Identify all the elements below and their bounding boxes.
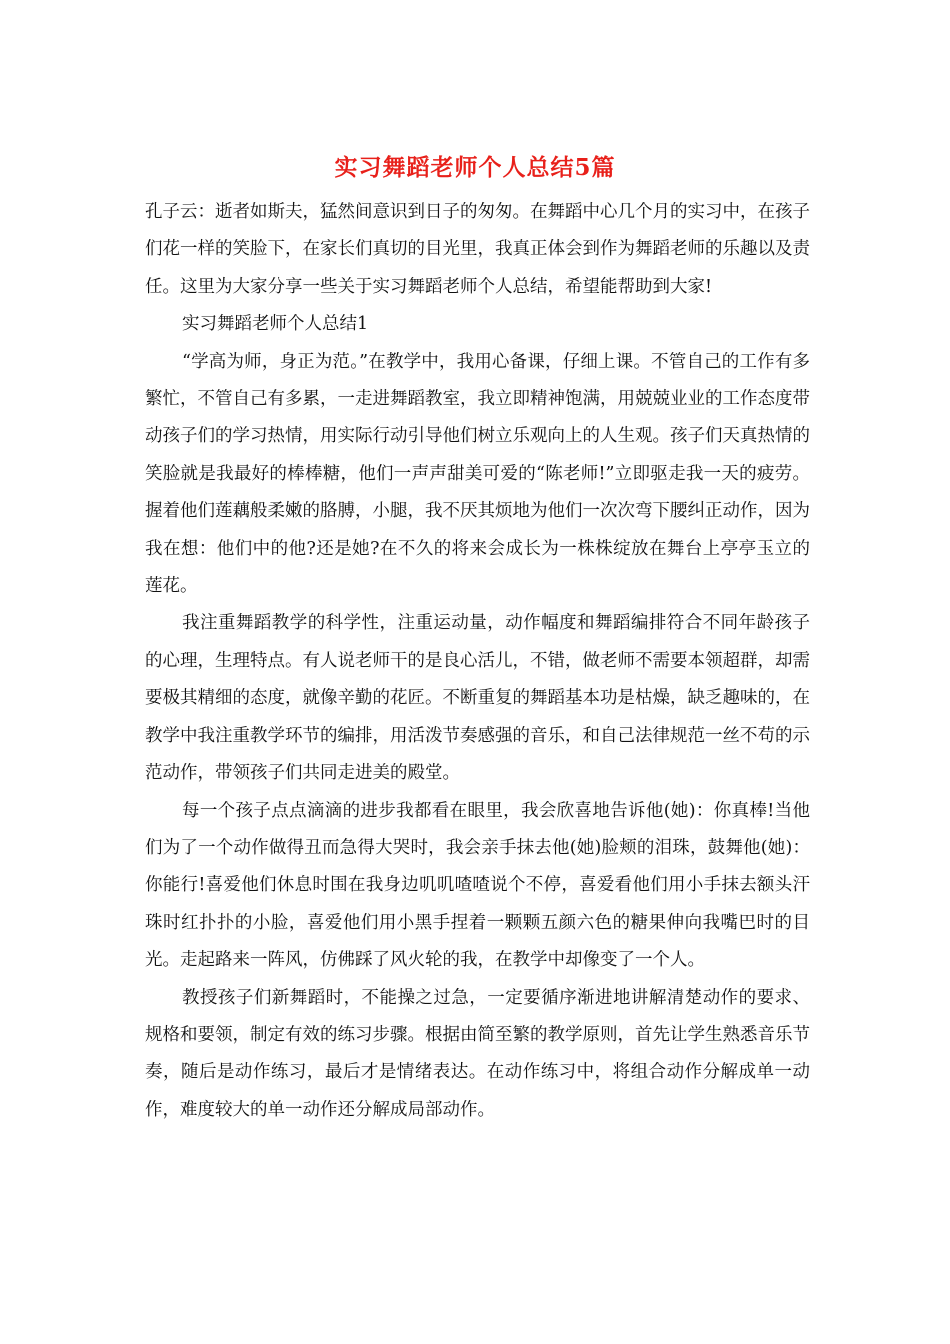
intro-paragraph: 孔子云：逝者如斯夫，猛然间意识到日子的匆匆。在舞蹈中心几个月的实习中，在孩子们花一样的笑脸下，在家长们真切的目光里，我真正体会到作为舞蹈老师的乐趣以及责任。这里为大家分享一些关于实习舞蹈老师个人总结，希望能帮助到大家! <box>145 202 810 297</box>
document-title: 实习舞蹈老师个人总结5篇 <box>334 154 616 181</box>
document-body <box>145 194 810 1129</box>
section-heading: 实习舞蹈老师个人总结1 <box>182 314 369 335</box>
body-paragraph: “学高为师，身正为范。”在教学中，我用心备课，仔细上课。不管自己的工作有多繁忙，不管自己有多累，一走进舞蹈教室，我立即精神饱满，用兢兢业业的工作态度带动孩子们的学习热情，用实际行动引导他们树立乐观向上的人生观。孩子们天真热情的笑脸就是我最好的棒棒糖，他们一声声甜美可爱的“陈老师!”立即驱走我一天的疲劳。握着他们莲藕般柔嫩的胳膊，小腿，我不厌其烦地为他们一次次弯下腰纠正动作，因为我在想：他们中的他?还是她?在不久的将来会成长为一株株绽放在舞台上亭亭玉立的莲花。 <box>145 351 810 597</box>
body-paragraph: 每一个孩子点点滴滴的进步我都看在眼里，我会欣喜地告诉他(她)：你真棒!当他们为了一个动作做得丑而急得大哭时，我会亲手抹去他(她)脸颊的泪珠，鼓舞他(她)：你能行!喜爱他们休息时围在我身边叽叽喳喳说个不停，喜爱看他们用小手抹去额头汗珠时红扑扑的小脸，喜爱他们用小黑手捏着一颗颗五颜六色的糖果伸向我嘴巴时的目光。走起路来一阵风，仿佛踩了风火轮的我，在教学中却像变了一个人。 <box>145 800 810 971</box>
body-paragraph: 我注重舞蹈教学的科学性，注重运动量，动作幅度和舞蹈编排符合不同年龄孩子的心理，生理特点。有人说老师干的是良心活儿，不错，做老师不需要本领超群，却需要极其精细的态度，就像辛勤的花匠。不断重复的舞蹈基本功是枯燥，缺乏趣味的，在教学中我注重教学环节的编排，用活泼节奏感强的音乐，和自己法律规范一丝不苟的示范动作，带领孩子们共同走进美的殿堂。 <box>145 613 810 784</box>
body-paragraph: 教授孩子们新舞蹈时，不能操之过急，一定要循序渐进地讲解清楚动作的要求、规格和要领，制定有效的练习步骤。根据由简至繁的教学原则，首先让学生熟悉音乐节奏，随后是动作练习，最后才是情绪表达。在动作练习中，将组合动作分解成单一动作，难度较大的单一动作还分解成局部动作。 <box>145 987 810 1120</box>
